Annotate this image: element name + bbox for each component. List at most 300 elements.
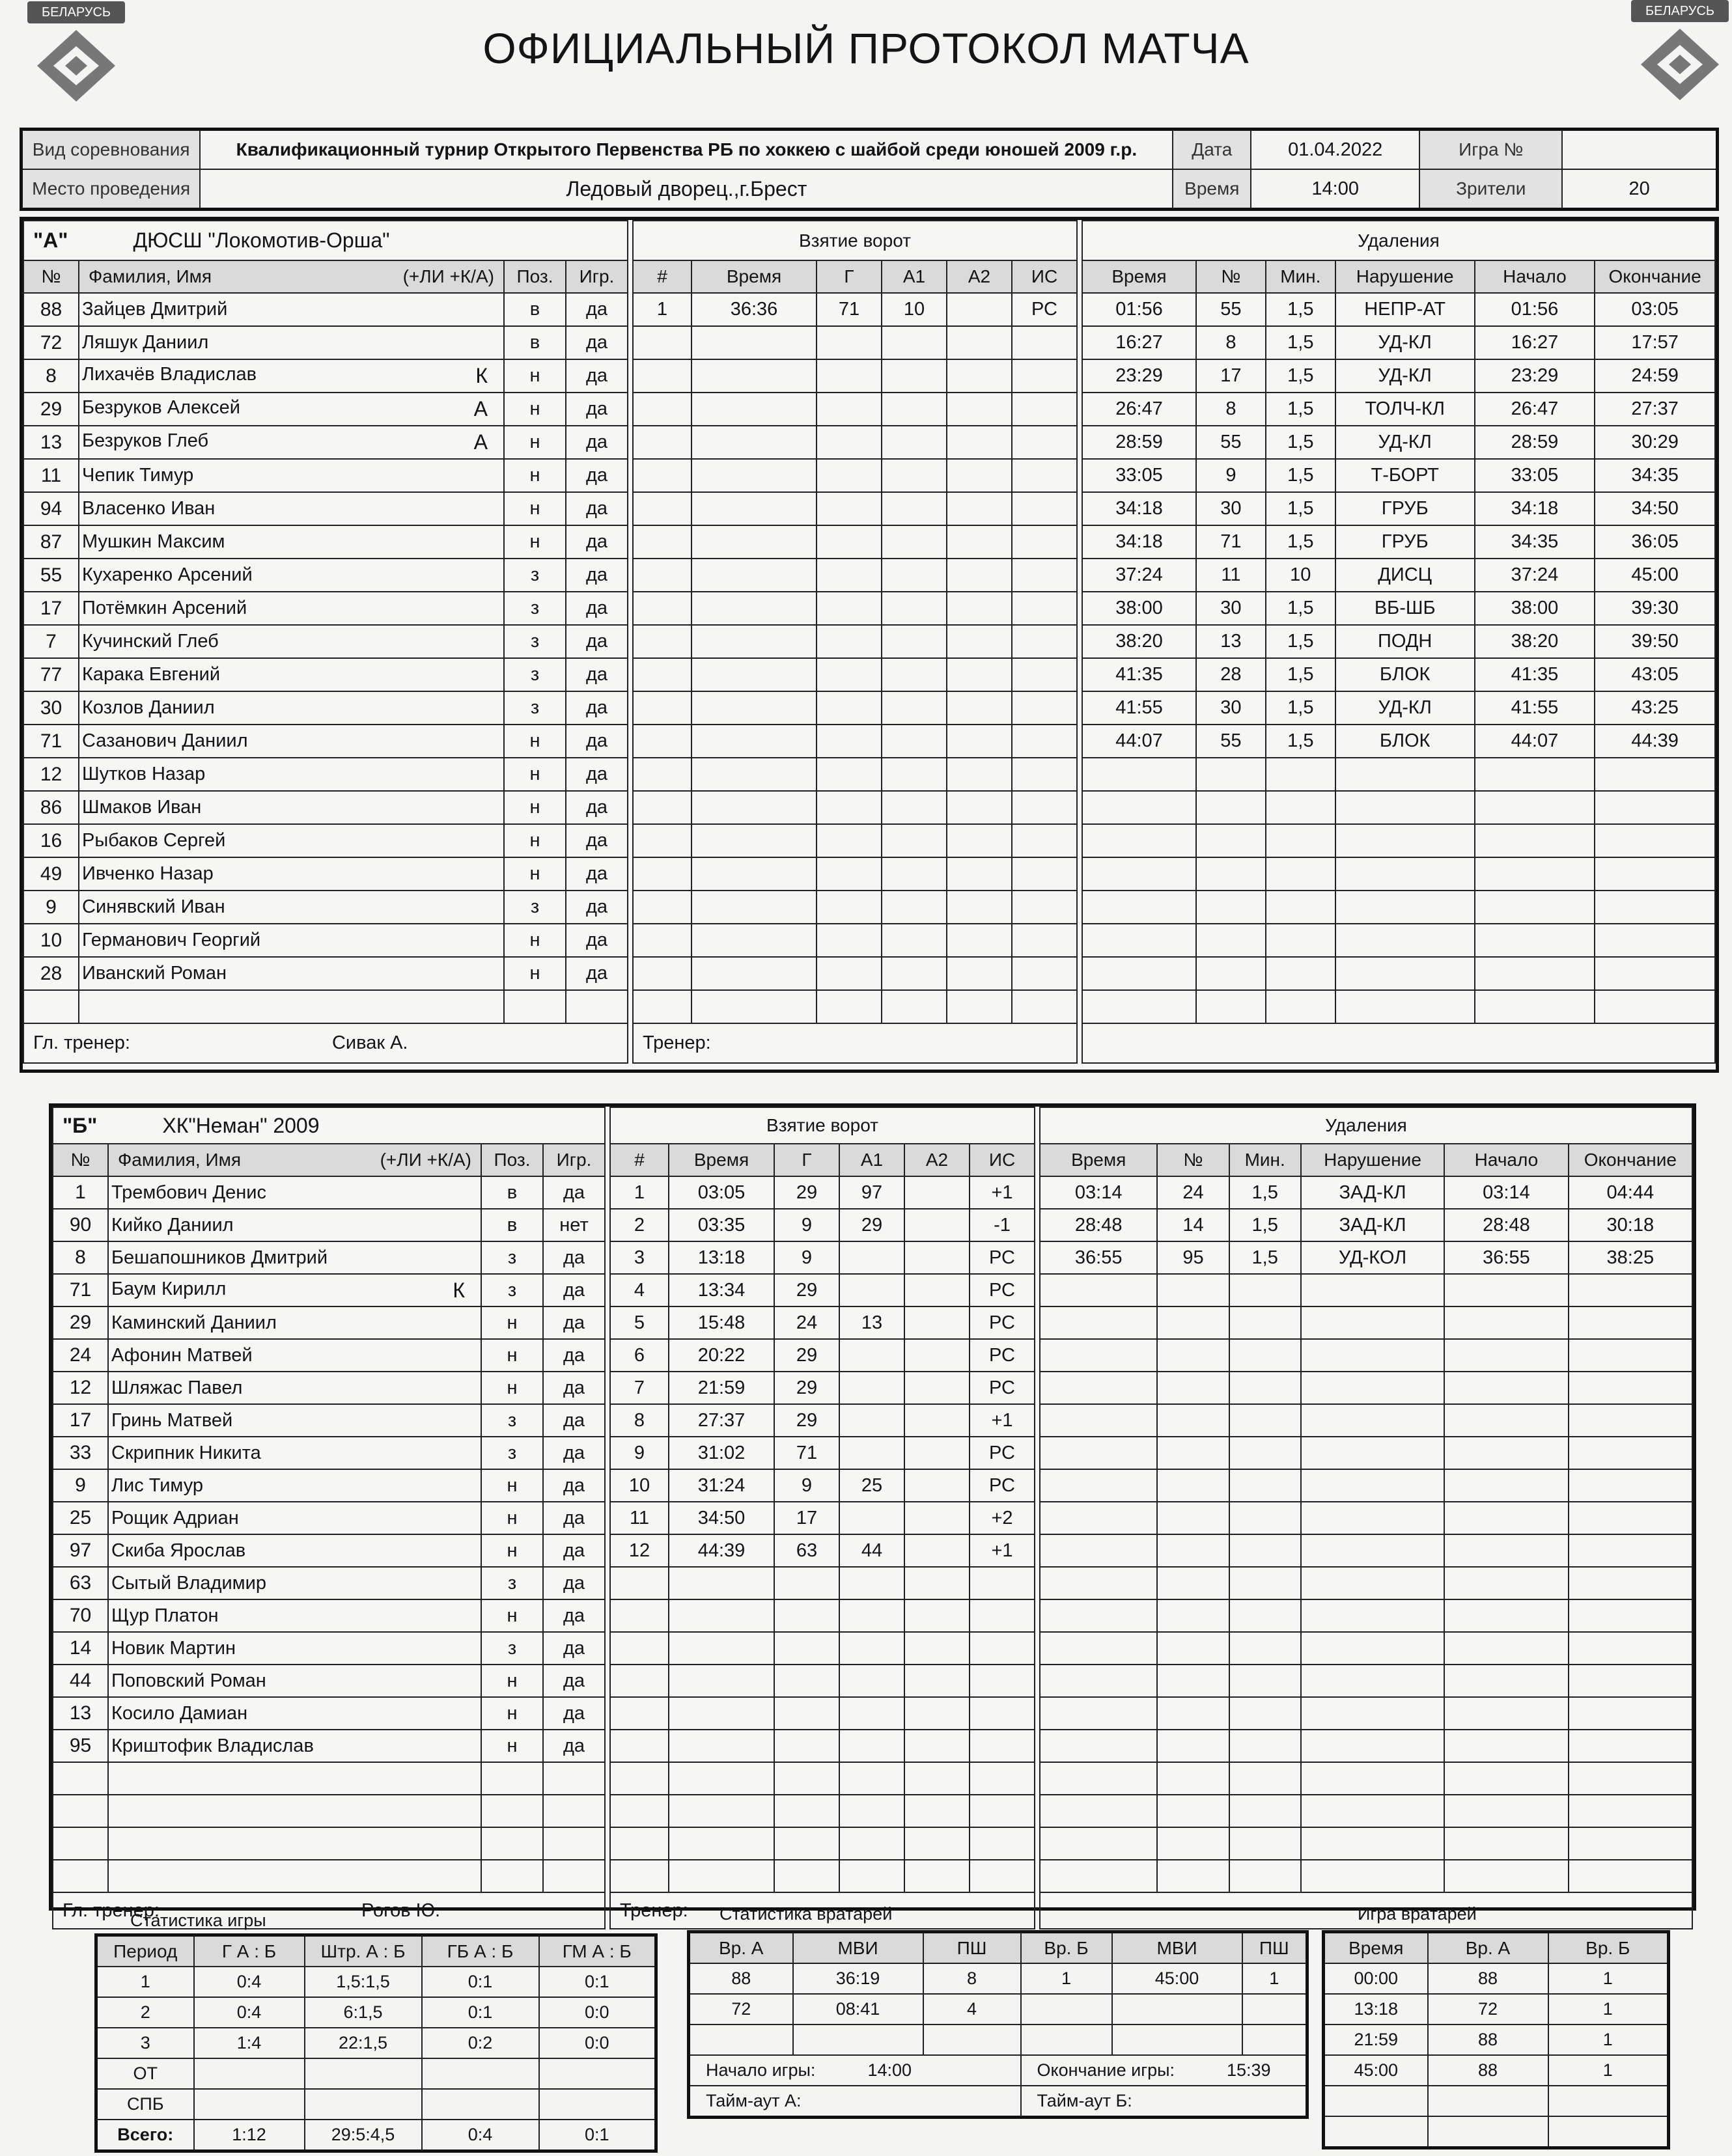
goal-situation: РС — [970, 1241, 1035, 1274]
goal-scorer — [774, 1665, 839, 1697]
goal-time — [691, 492, 817, 525]
goal-assist1 — [839, 1860, 904, 1892]
penalty-violation — [1301, 1534, 1444, 1567]
goal-number — [633, 891, 691, 924]
goal-time — [691, 359, 817, 393]
player-position: з — [504, 891, 566, 924]
goal-number — [633, 957, 691, 990]
penalty-violation — [1301, 1469, 1444, 1502]
goal-row — [633, 293, 1077, 326]
player-name — [108, 1437, 481, 1469]
goal-scorer — [774, 1632, 839, 1665]
goal-assist2 — [947, 293, 1012, 326]
stat-cell — [1324, 2086, 1428, 2116]
col-g: Г — [774, 1144, 839, 1176]
player-number: 87 — [23, 525, 79, 559]
col-a2: А2 — [904, 1144, 970, 1176]
penalty-row — [1040, 1274, 1692, 1306]
player-number: 90 — [53, 1209, 108, 1241]
penalty-player: 11 — [1196, 559, 1266, 592]
player-played: да — [566, 725, 628, 758]
penalty-row — [1040, 1827, 1692, 1860]
goal-assist2 — [904, 1502, 970, 1534]
player-number: 63 — [53, 1567, 108, 1599]
penalty-start — [1444, 1339, 1568, 1372]
player-name — [108, 1339, 481, 1372]
penalty-player: 8 — [1196, 393, 1266, 426]
goal-assist2 — [904, 1827, 970, 1860]
penalty-violation — [1301, 1404, 1444, 1437]
player-played: да — [543, 1665, 605, 1697]
penalty-minutes — [1229, 1274, 1301, 1306]
penalty-start — [1444, 1730, 1568, 1762]
penalty-minutes — [1229, 1730, 1301, 1762]
goal-situation — [1012, 492, 1077, 525]
penalty-end — [1569, 1599, 1692, 1632]
player-position: н — [481, 1339, 543, 1372]
goal-assist1 — [882, 658, 947, 691]
penalty-violation — [1335, 857, 1475, 891]
goal-assist1 — [839, 1599, 904, 1632]
penalty-violation — [1301, 1795, 1444, 1827]
penalty-violation — [1301, 1306, 1444, 1339]
goal-row — [633, 725, 1077, 758]
penalty-minutes: 1,5 — [1266, 293, 1335, 326]
captain-mark: А — [473, 430, 488, 454]
penalty-violation: УД-КЛ — [1335, 426, 1475, 459]
col-played: Игр. — [566, 260, 628, 293]
goal-situation — [1012, 824, 1077, 857]
goal-row — [633, 924, 1077, 957]
goal-scorer — [817, 459, 882, 492]
player-row — [23, 525, 628, 559]
penalties-header — [1040, 1144, 1692, 1176]
penalty-minutes: 1,5 — [1266, 359, 1335, 393]
goal-assist1 — [839, 1437, 904, 1469]
col-header: МВИ — [793, 1932, 923, 1964]
goal-number — [633, 625, 691, 658]
goal-situation — [1012, 393, 1077, 426]
player-position: з — [481, 1274, 543, 1306]
goal-assist2 — [947, 658, 1012, 691]
goal-situation — [970, 1827, 1035, 1860]
col-viol: Нарушение — [1301, 1144, 1444, 1176]
goal-assist2 — [947, 592, 1012, 625]
player-row — [53, 1599, 605, 1632]
penalty-time: 03:14 — [1040, 1176, 1157, 1209]
goal-assist2 — [904, 1860, 970, 1892]
col-header: ПШ — [1242, 1932, 1307, 1964]
col-name — [79, 260, 504, 293]
player-position: з — [504, 691, 566, 725]
goal-time: 13:18 — [669, 1241, 774, 1274]
player-position: в — [504, 293, 566, 326]
penalty-row — [1040, 1404, 1692, 1437]
penalty-player — [1196, 758, 1266, 791]
penalty-row — [1082, 459, 1715, 492]
penalty-violation — [1301, 1274, 1444, 1306]
player-name-text: Лис Тимур — [111, 1474, 203, 1496]
player-name-text: Шляжас Павел — [111, 1377, 243, 1398]
player-name-text: Ляшук Даниил — [82, 332, 209, 353]
col-header: ПШ — [923, 1932, 1021, 1964]
penalty-start: 41:55 — [1475, 691, 1595, 725]
goalie-game-row — [1324, 1994, 1669, 2025]
competition-label: Вид соревнования — [21, 130, 201, 170]
player-name — [79, 691, 504, 725]
goal-assist2 — [904, 1339, 970, 1372]
goal-scorer — [817, 824, 882, 857]
stat-cell: СПБ — [96, 2089, 194, 2120]
goal-row — [610, 1339, 1035, 1372]
col-is: ИС — [1012, 260, 1077, 293]
total-cell: 29:5:4,5 — [305, 2120, 422, 2151]
player-name — [79, 957, 504, 990]
player-number: 77 — [23, 658, 79, 691]
goal-scorer — [817, 625, 882, 658]
player-name — [108, 1534, 481, 1567]
penalty-player — [1196, 990, 1266, 1023]
penalty-row — [1040, 1665, 1692, 1697]
goal-scorer — [817, 426, 882, 459]
goal-row — [610, 1372, 1035, 1404]
player-number: 7 — [23, 625, 79, 658]
player-name — [108, 1306, 481, 1339]
goal-time — [691, 924, 817, 957]
goal-situation — [1012, 592, 1077, 625]
player-number: 11 — [23, 459, 79, 492]
player-name-text: Гринь Матвей — [111, 1409, 233, 1431]
penalty-time — [1040, 1730, 1157, 1762]
goal-scorer: 9 — [774, 1469, 839, 1502]
player-number: 55 — [23, 559, 79, 592]
goal-time — [691, 791, 817, 824]
player-number: 88 — [23, 293, 79, 326]
logo-text: БЕЛАРУСЬ — [1631, 0, 1729, 22]
date-label: Дата — [1173, 130, 1251, 170]
player-number: 29 — [23, 393, 79, 426]
goal-situation — [1012, 625, 1077, 658]
goal-number: 4 — [610, 1274, 669, 1306]
stat-cell: 1 — [1021, 1963, 1112, 1994]
penalty-violation: НЕПР-АТ — [1335, 293, 1475, 326]
goal-assist2 — [947, 426, 1012, 459]
penalty-start — [1475, 824, 1595, 857]
penalty-end: 43:25 — [1595, 691, 1715, 725]
stat-cell — [539, 2089, 656, 2120]
player-position: н — [481, 1730, 543, 1762]
penalty-player: 95 — [1157, 1241, 1229, 1274]
penalty-player: 30 — [1196, 592, 1266, 625]
stat-cell: 88 — [1428, 1963, 1548, 1994]
trainer-label: Тренер: — [620, 1900, 688, 1921]
player-name-text: Сытый Владимир — [111, 1572, 266, 1594]
penalty-start — [1444, 1372, 1568, 1404]
player-number: 28 — [23, 957, 79, 990]
penalty-row — [1082, 924, 1715, 957]
goal-row — [633, 990, 1077, 1023]
penalty-violation: УД-КЛ — [1335, 691, 1475, 725]
penalty-row — [1082, 857, 1715, 891]
penalty-start — [1444, 1665, 1568, 1697]
total-cell: Всего: — [96, 2120, 194, 2151]
penalty-end — [1569, 1795, 1692, 1827]
goal-number — [633, 691, 691, 725]
goal-number — [633, 525, 691, 559]
player-row — [23, 359, 628, 393]
stat-cell: 4 — [923, 1994, 1021, 2025]
penalty-end — [1569, 1372, 1692, 1404]
penalty-violation — [1301, 1372, 1444, 1404]
player-name-text: Мушкин Максим — [82, 531, 225, 552]
player-name — [108, 1730, 481, 1762]
penalty-minutes: 1,5 — [1266, 492, 1335, 525]
goal-assist1 — [882, 592, 947, 625]
player-row — [53, 1762, 605, 1795]
penalty-violation: ЗАД-КЛ — [1301, 1176, 1444, 1209]
player-number: 8 — [23, 359, 79, 393]
goalie-game-row — [1324, 2086, 1669, 2116]
place-label: Место проведения — [21, 169, 201, 210]
goal-row — [610, 1241, 1035, 1274]
penalty-violation — [1301, 1762, 1444, 1795]
penalty-violation: ПОДН — [1335, 625, 1475, 658]
penalty-end: 24:59 — [1595, 359, 1715, 393]
player-name — [79, 393, 504, 426]
total-cell: 0:1 — [539, 2120, 656, 2151]
stat-cell: 88 — [689, 1963, 793, 1994]
goal-row — [633, 758, 1077, 791]
player-name — [79, 891, 504, 924]
player-position: н — [481, 1469, 543, 1502]
penalty-minutes — [1229, 1502, 1301, 1534]
goal-number — [633, 492, 691, 525]
player-name-text: Козлов Даниил — [82, 697, 215, 718]
stat-cell: 8 — [923, 1963, 1021, 1994]
player-row — [53, 1632, 605, 1665]
penalty-end: 39:30 — [1595, 592, 1715, 625]
total-row — [96, 2120, 656, 2151]
player-name — [79, 559, 504, 592]
goal-scorer — [774, 1795, 839, 1827]
player-name — [108, 1567, 481, 1599]
col-hash: # — [633, 260, 691, 293]
goal-number: 8 — [610, 1404, 669, 1437]
stat-cell: 1 — [1548, 1994, 1669, 2025]
penalty-minutes — [1266, 957, 1335, 990]
player-position: н — [504, 525, 566, 559]
goal-assist2 — [947, 857, 1012, 891]
goal-situation: РС — [970, 1274, 1035, 1306]
penalty-minutes — [1229, 1339, 1301, 1372]
player-played: да — [566, 957, 628, 990]
goal-number — [633, 359, 691, 393]
trainer-label: Тренер: — [643, 1032, 711, 1053]
player-played: да — [566, 791, 628, 824]
penalty-minutes — [1229, 1827, 1301, 1860]
game-stats-table — [94, 1933, 658, 2153]
goal-row — [610, 1274, 1035, 1306]
goal-assist2 — [904, 1372, 970, 1404]
penalty-player — [1157, 1795, 1229, 1827]
stat-cell: 72 — [1428, 1994, 1548, 2025]
goal-row — [633, 426, 1077, 459]
penalty-player — [1157, 1339, 1229, 1372]
penalty-time: 44:07 — [1082, 725, 1196, 758]
goal-time: 44:39 — [669, 1534, 774, 1567]
stat-cell — [194, 2058, 305, 2089]
col-ptime: Время — [1040, 1144, 1157, 1176]
player-played — [543, 1860, 605, 1892]
goal-assist1 — [839, 1241, 904, 1274]
col-li-label: (+ЛИ +К/А) — [380, 1150, 471, 1170]
timeout-b-label: Тайм-аут Б: — [1037, 2091, 1132, 2110]
penalty-row — [1082, 791, 1715, 824]
player-played: да — [543, 1437, 605, 1469]
penalty-end — [1595, 791, 1715, 824]
goal-number: 7 — [610, 1372, 669, 1404]
goal-situation — [970, 1795, 1035, 1827]
penalty-time — [1082, 957, 1196, 990]
penalty-row — [1082, 725, 1715, 758]
goalie-game-row — [1324, 1963, 1669, 1994]
penalty-violation — [1335, 957, 1475, 990]
col-position: Поз. — [504, 260, 566, 293]
game-stats-title: Статистика игры — [130, 1911, 266, 1930]
goal-time — [691, 426, 817, 459]
penalty-time: 26:47 — [1082, 393, 1196, 426]
player-position: в — [481, 1176, 543, 1209]
team-title-row — [23, 221, 628, 260]
goal-row — [633, 525, 1077, 559]
goal-time — [669, 1632, 774, 1665]
player-name — [79, 293, 504, 326]
goal-row — [610, 1404, 1035, 1437]
goal-time — [691, 891, 817, 924]
penalty-time — [1082, 891, 1196, 924]
col-a2: А2 — [947, 260, 1012, 293]
goal-assist1 — [839, 1372, 904, 1404]
penalty-violation: УД-КЛ — [1335, 326, 1475, 359]
penalty-end: 34:35 — [1595, 459, 1715, 492]
player-row — [23, 857, 628, 891]
penalty-time: 01:56 — [1082, 293, 1196, 326]
player-row — [23, 326, 628, 359]
goal-assist2 — [947, 725, 1012, 758]
penalty-player — [1196, 824, 1266, 857]
goal-assist1 — [839, 1274, 904, 1306]
player-name — [79, 791, 504, 824]
place-value: Ледовый дворец.,г.Брест — [200, 169, 1173, 210]
player-row — [23, 924, 628, 957]
player-row — [23, 293, 628, 326]
goal-scorer: 29 — [774, 1176, 839, 1209]
penalty-row — [1040, 1306, 1692, 1339]
goal-number — [633, 791, 691, 824]
penalty-end: 43:05 — [1595, 658, 1715, 691]
goal-assist1 — [882, 924, 947, 957]
player-played — [566, 990, 628, 1023]
goal-number: 2 — [610, 1209, 669, 1241]
goal-assist1 — [882, 791, 947, 824]
stat-cell: 0:4 — [194, 1997, 305, 2028]
player-name — [108, 1860, 481, 1892]
goal-situation — [1012, 857, 1077, 891]
col-played: Игр. — [543, 1144, 605, 1176]
penalty-start: 44:07 — [1475, 725, 1595, 758]
goal-number — [633, 990, 691, 1023]
penalty-start: 34:35 — [1475, 525, 1595, 559]
goal-number: 9 — [610, 1437, 669, 1469]
goal-assist2 — [904, 1534, 970, 1567]
penalty-end — [1595, 891, 1715, 924]
player-number: 25 — [53, 1502, 108, 1534]
goal-number — [633, 326, 691, 359]
goal-assist1 — [882, 758, 947, 791]
player-name — [108, 1632, 481, 1665]
player-name — [79, 924, 504, 957]
player-row — [53, 1567, 605, 1599]
player-number — [53, 1827, 108, 1860]
penalty-player — [1157, 1599, 1229, 1632]
player-name-text: Власенко Иван — [82, 498, 216, 519]
goal-situation — [1012, 459, 1077, 492]
goal-row — [610, 1827, 1035, 1860]
player-name — [79, 824, 504, 857]
goal-scorer — [817, 559, 882, 592]
penalty-time: 28:48 — [1040, 1209, 1157, 1241]
goal-assist2 — [947, 393, 1012, 426]
player-name — [108, 1176, 481, 1209]
penalty-start — [1444, 1306, 1568, 1339]
player-name-text: Трембович Денис — [111, 1182, 266, 1203]
penalty-minutes — [1229, 1632, 1301, 1665]
goal-number — [610, 1762, 669, 1795]
penalty-start: 26:47 — [1475, 393, 1595, 426]
col-name-label: Фамилия, Имя — [118, 1150, 241, 1170]
penalty-end — [1569, 1534, 1692, 1567]
penalty-end: 38:25 — [1569, 1241, 1692, 1274]
player-position — [481, 1795, 543, 1827]
penalty-time — [1040, 1665, 1157, 1697]
stat-cell: 0:1 — [422, 1997, 539, 2028]
logo-text: БЕЛАРУСЬ — [27, 1, 125, 23]
goal-situation — [1012, 791, 1077, 824]
player-number: 70 — [53, 1599, 108, 1632]
timeout-a-label: Тайм-аут А: — [706, 2091, 802, 2110]
penalty-end — [1595, 857, 1715, 891]
player-played: да — [566, 592, 628, 625]
penalty-row — [1082, 393, 1715, 426]
goal-scorer — [817, 891, 882, 924]
goal-assist2 — [904, 1599, 970, 1632]
col-header: МВИ — [1112, 1932, 1242, 1964]
penalty-time — [1040, 1437, 1157, 1469]
penalty-player — [1157, 1306, 1229, 1339]
penalty-minutes — [1229, 1762, 1301, 1795]
stat-cell — [422, 2089, 539, 2120]
player-row — [53, 1469, 605, 1502]
penalty-row — [1040, 1762, 1692, 1795]
stat-cell: 36:19 — [793, 1963, 923, 1994]
stat-cell: 45:00 — [1112, 1963, 1242, 1994]
penalty-start — [1444, 1860, 1568, 1892]
goal-scorer: 29 — [774, 1339, 839, 1372]
goal-row — [633, 891, 1077, 924]
penalty-player: 55 — [1196, 725, 1266, 758]
stat-cell — [305, 2058, 422, 2089]
penalty-row — [1082, 691, 1715, 725]
